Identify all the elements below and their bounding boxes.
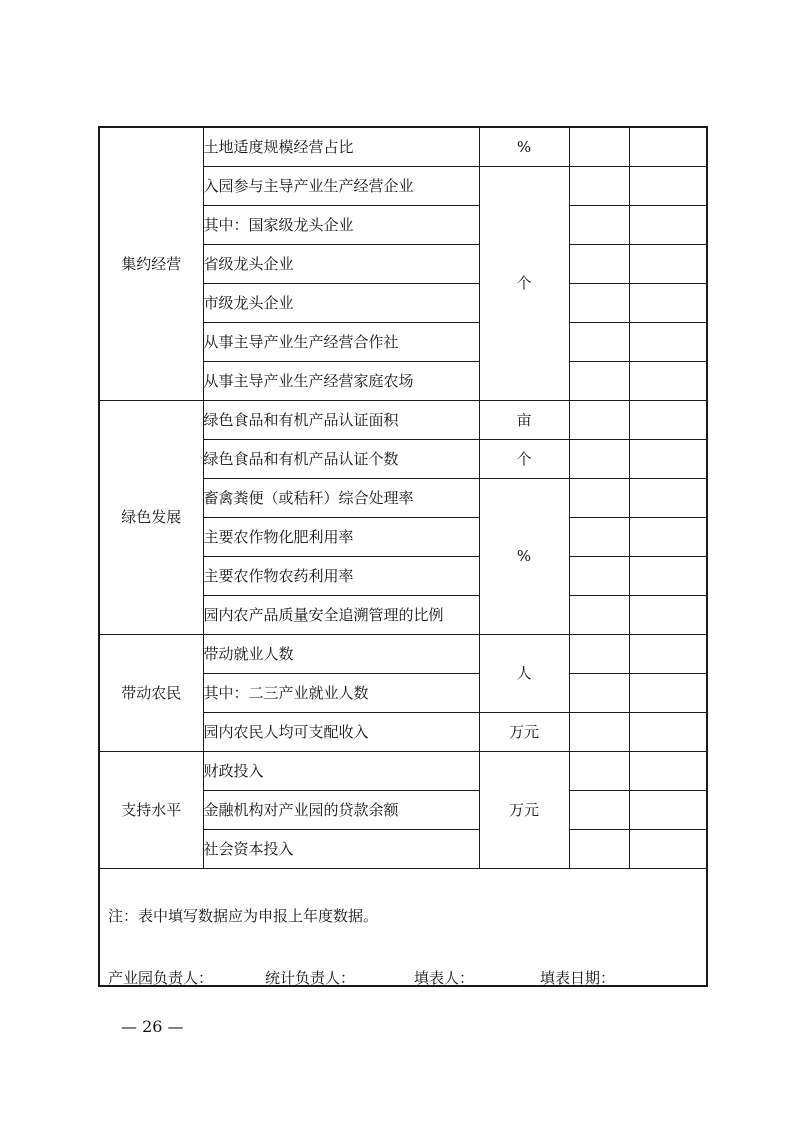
value-cell[interactable] — [569, 166, 629, 205]
unit-cell: 亩 — [479, 400, 569, 439]
row-item: 主要农作物农药利用率 — [203, 556, 479, 595]
value-cell[interactable] — [629, 478, 707, 517]
value-cell[interactable] — [569, 244, 629, 283]
row-item: 市级龙头企业 — [203, 283, 479, 322]
indicator-table — [98, 126, 708, 987]
table-row — [99, 634, 707, 673]
row-item: 园内农民人均可支配收入 — [203, 712, 479, 751]
value-cell[interactable] — [569, 751, 629, 790]
row-item: 绿色食品和有机产品认证面积 — [203, 400, 479, 439]
value-cell[interactable] — [629, 751, 707, 790]
value-cell[interactable] — [629, 283, 707, 322]
value-cell[interactable] — [569, 439, 629, 478]
row-item: 入园参与主导产业生产经营企业 — [203, 166, 479, 205]
value-cell[interactable] — [569, 400, 629, 439]
value-cell[interactable] — [629, 400, 707, 439]
unit-cell: % — [479, 478, 569, 634]
value-cell[interactable] — [569, 712, 629, 751]
value-cell[interactable] — [569, 634, 629, 673]
value-cell[interactable] — [569, 829, 629, 868]
unit-cell: 人 — [479, 634, 569, 712]
unit-cell: 万元 — [479, 751, 569, 868]
value-cell[interactable] — [629, 595, 707, 634]
note-area — [99, 868, 707, 986]
table-row — [99, 400, 707, 439]
table-row — [99, 751, 707, 790]
row-item: 土地适度规模经营占比 — [203, 127, 479, 166]
value-cell[interactable] — [569, 790, 629, 829]
value-cell[interactable] — [569, 595, 629, 634]
stats-head-label: 统计负责人： — [265, 968, 356, 986]
value-cell[interactable] — [629, 439, 707, 478]
value-cell[interactable] — [569, 127, 629, 166]
value-cell[interactable] — [629, 517, 707, 556]
fill-date-label: 填表日期： — [540, 968, 616, 986]
row-item: 绿色食品和有机产品认证个数 — [203, 439, 479, 478]
row-item: 带动就业人数 — [203, 634, 479, 673]
unit-cell: 个 — [479, 166, 569, 400]
row-item: 畜禽粪便（或秸秆）综合处理率 — [203, 478, 479, 517]
value-cell[interactable] — [629, 361, 707, 400]
value-cell[interactable] — [569, 478, 629, 517]
value-cell[interactable] — [629, 556, 707, 595]
row-item: 园内农产品质量安全追溯管理的比例 — [203, 595, 479, 634]
filler-label: 填表人： — [414, 968, 475, 986]
value-cell[interactable] — [569, 556, 629, 595]
category-daidong: 带动农民 — [99, 634, 203, 751]
row-item: 主要农作物化肥利用率 — [203, 517, 479, 556]
unit-cell: % — [479, 127, 569, 166]
value-cell[interactable] — [569, 322, 629, 361]
page-number: — 26 — — [121, 1017, 184, 1036]
value-cell[interactable] — [569, 361, 629, 400]
table-row — [99, 868, 707, 986]
value-cell[interactable] — [629, 244, 707, 283]
row-item: 省级龙头企业 — [203, 244, 479, 283]
value-cell[interactable] — [629, 712, 707, 751]
table-row — [99, 127, 707, 166]
row-item: 社会资本投入 — [203, 829, 479, 868]
row-item: 从事主导产业生产经营合作社 — [203, 322, 479, 361]
value-cell[interactable] — [629, 790, 707, 829]
row-item: 从事主导产业生产经营家庭农场 — [203, 361, 479, 400]
row-item: 财政投入 — [203, 751, 479, 790]
value-cell[interactable] — [629, 127, 707, 166]
note-text: 注：表中填写数据应为申报上年度数据。 — [108, 906, 379, 925]
category-zhichi: 支持水平 — [99, 751, 203, 868]
row-item: 其中：国家级龙头企业 — [203, 205, 479, 244]
value-cell[interactable] — [629, 673, 707, 712]
row-item: 金融机构对产业园的贷款余额 — [203, 790, 479, 829]
park-head-label: 产业园负责人： — [108, 968, 214, 986]
value-cell[interactable] — [569, 205, 629, 244]
category-lvse: 绿色发展 — [99, 400, 203, 634]
unit-cell: 万元 — [479, 712, 569, 751]
value-cell[interactable] — [569, 673, 629, 712]
value-cell[interactable] — [629, 634, 707, 673]
value-cell[interactable] — [629, 322, 707, 361]
value-cell[interactable] — [629, 166, 707, 205]
value-cell[interactable] — [569, 283, 629, 322]
value-cell[interactable] — [629, 205, 707, 244]
unit-cell: 个 — [479, 439, 569, 478]
value-cell[interactable] — [569, 517, 629, 556]
category-jiyue: 集约经营 — [99, 127, 203, 400]
value-cell[interactable] — [629, 829, 707, 868]
row-item: 其中：二三产业就业人数 — [203, 673, 479, 712]
